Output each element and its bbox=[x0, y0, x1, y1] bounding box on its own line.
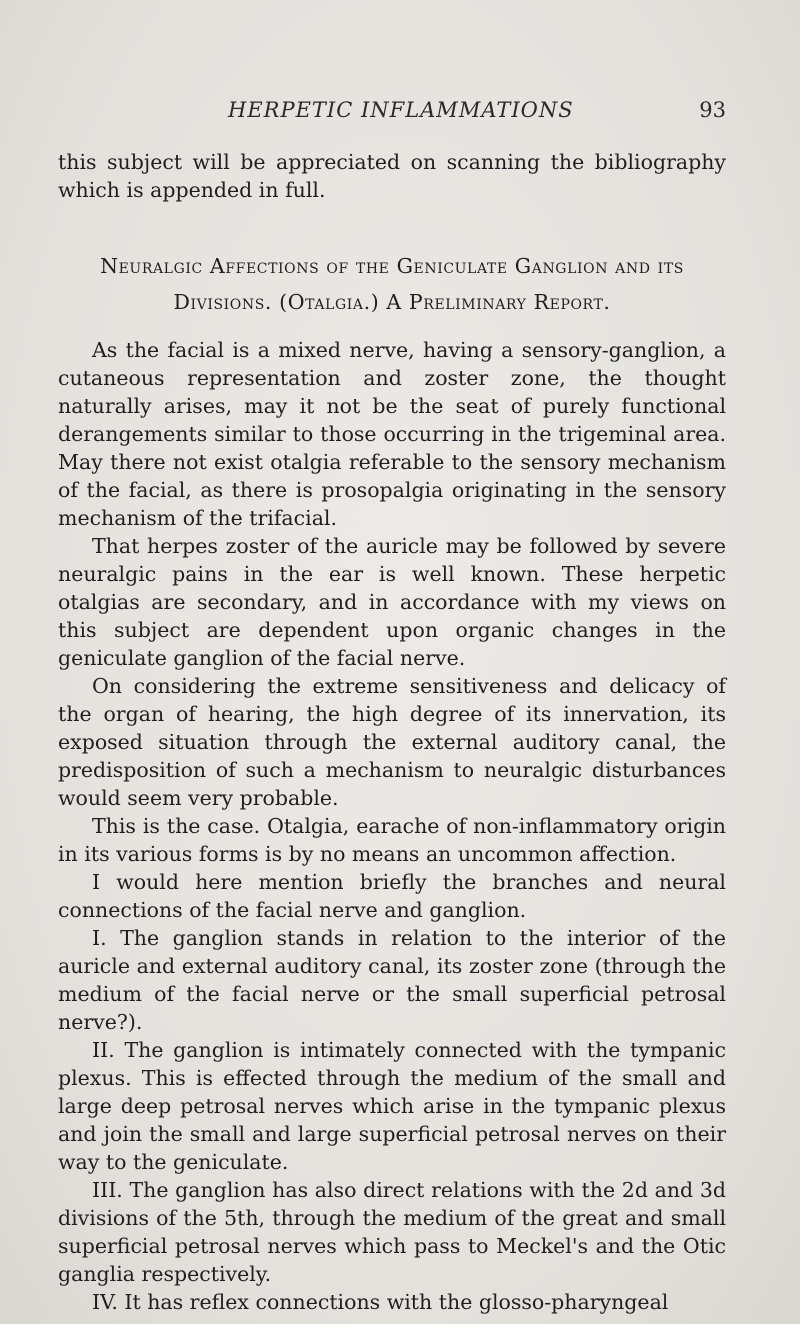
page-number: 93 bbox=[699, 98, 726, 122]
section-heading bbox=[58, 248, 726, 320]
intro-paragraph: this subject will be appreciated on scanning the bibliography which is appended in full. bbox=[58, 150, 726, 202]
paragraph: I. The ganglion stands in relation to the interior of the auricle and external auditory canal, its zoster zone (through the medium of the facial nerve or the small superficial petrosal nerve?). bbox=[58, 926, 726, 1034]
section-heading-line1: Neuralgic Affections of the Geniculate Ganglion and its bbox=[100, 254, 684, 278]
paragraph: IV. It has reflex connections with the glosso-pharyngeal bbox=[92, 1290, 669, 1314]
paragraph: I would here mention briefly the branches and neural connections of the facial nerve and ganglion. bbox=[58, 870, 726, 922]
paragraph: III. The ganglion has also direct relations with the 2d and 3d divisions of the 5th, through the medium of the great and small superficial petrosal nerves which pass to Meckel's and the Otic ganglia respectively. bbox=[58, 1178, 726, 1286]
paragraph: This is the case. Otalgia, earache of non-inflammatory origin in its various forms is by no means an uncommon affection. bbox=[58, 814, 726, 866]
running-title: HERPETIC INFLAMMATIONS bbox=[228, 98, 574, 122]
paragraph: II. The ganglion is intimately connected with the tympanic plexus. This is effected through the medium of the small and large deep petrosal nerves which arise in the tympanic plexus and join the small and large superficial petrosal nerves on their way to the geniculate. bbox=[58, 1038, 726, 1174]
paragraph: That herpes zoster of the auricle may be followed by severe neuralgic pains in the ear is well known. These herpetic otalgias are secondary, and in accordance with my views on this subject are dependent upon organic changes in the geniculate ganglion of the facial nerve. bbox=[58, 534, 726, 670]
paragraph: On considering the extreme sensitiveness and delicacy of the organ of hearing, the high degree of its innervation, its exposed situation through the external auditory canal, the predisposition of such a mechanism to neuralgic disturbances would seem very probable. bbox=[58, 674, 726, 810]
section-heading-line2: Divisions. (Otalgia.) A Preliminary Report. bbox=[173, 290, 611, 314]
paragraph: As the facial is a mixed nerve, having a sensory-ganglion, a cutaneous representation and zoster zone, the thought naturally arises, may it not be the seat of purely functional derangements similar to those occurring in the trigeminal area. May there not exist otalgia referable to the sensory mechanism of the facial, as there is prosopalgia originating in the sensory mechanism of the trifacial. bbox=[58, 338, 726, 530]
page-header bbox=[58, 98, 726, 128]
page-body bbox=[58, 148, 726, 1316]
